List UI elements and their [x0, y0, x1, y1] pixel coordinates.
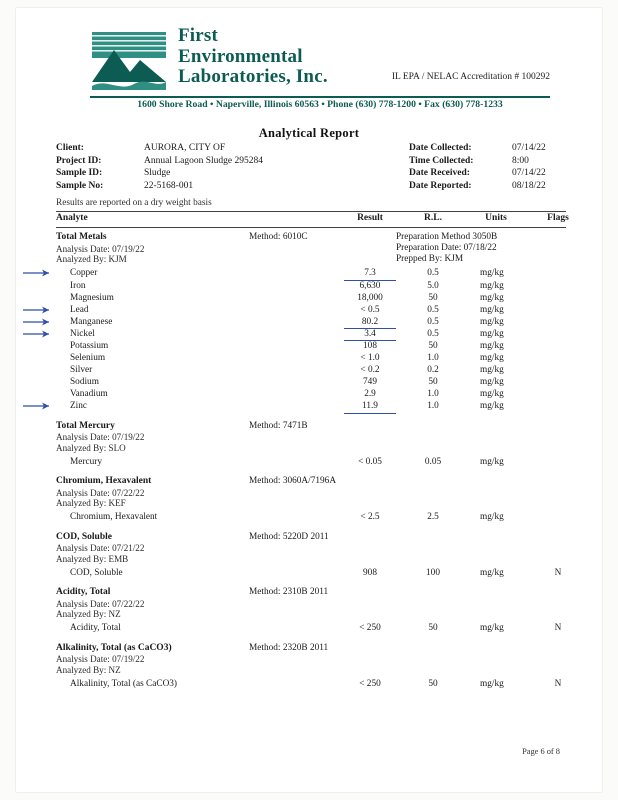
units-value: mg/kg: [480, 678, 504, 689]
reporting-limit-value: 0.5: [427, 268, 439, 279]
header-divider: [90, 96, 550, 98]
units-value: mg/kg: [480, 456, 504, 467]
units-value: mg/kg: [480, 365, 504, 376]
company-logo-icon: [90, 30, 168, 92]
group-title: Total Metals: [56, 232, 107, 242]
units-value: mg/kg: [480, 389, 504, 400]
client-label: Client:: [56, 143, 84, 153]
result-value: 80.2: [344, 316, 396, 329]
column-header-result: Result: [357, 213, 383, 223]
result-value: < 0.05: [358, 456, 382, 467]
analyte-name: Nickel: [70, 328, 95, 339]
table-row: [56, 622, 566, 634]
units-value: mg/kg: [480, 567, 504, 578]
reporting-limit-value: 50: [428, 678, 438, 689]
column-header-flags: Flags: [547, 213, 569, 223]
units-value: mg/kg: [480, 292, 504, 303]
preparation-date: Preparation Date: 07/18/22: [396, 243, 497, 254]
reporting-limit-value: 1.0: [427, 401, 439, 412]
dry-weight-basis-note: Results are reported on a dry weight basis: [56, 198, 212, 208]
reporting-limit-value: 0.5: [427, 316, 439, 327]
letterhead: [90, 26, 550, 108]
table-row: [56, 304, 566, 316]
group-title: Acidity, Total: [56, 587, 111, 598]
annotation-arrow-icon: [22, 304, 56, 316]
units-value: mg/kg: [480, 304, 504, 315]
analyte-name: Chromium, Hexavalent: [70, 512, 158, 523]
group-spacer: [56, 468, 566, 476]
method-label: Method: 3060A/7196A: [249, 476, 337, 487]
date-received-value: 07/14/22: [512, 168, 546, 179]
company-name-line1: First: [178, 25, 219, 46]
reporting-limit-value: 50: [428, 340, 438, 351]
analyte-name: Silver: [70, 365, 93, 376]
result-value: 108: [363, 340, 377, 351]
units-value: mg/kg: [480, 377, 504, 388]
table-row: [56, 280, 566, 292]
company-name: [178, 26, 328, 88]
analysis-group: [56, 532, 566, 580]
table-row: [56, 567, 566, 579]
analysis-group: [56, 421, 566, 469]
table-top-rule: [56, 211, 566, 212]
analyte-name: Alkalinity, Total (as CaCO3): [70, 678, 178, 689]
table-row: [56, 352, 566, 364]
group-spacer: [56, 635, 566, 643]
analyte-name: Lead: [70, 304, 89, 315]
analysis-date: Analysis Date: 07/22/22: [56, 598, 145, 609]
results-table-body: [56, 232, 566, 698]
result-value: 7.3: [344, 267, 396, 280]
analysis-group: [56, 476, 566, 524]
analyzed-by: Analyzed By: KJM: [56, 254, 127, 264]
analyzed-by: Analyzed By: EMB: [56, 553, 129, 564]
units-value: mg/kg: [480, 316, 504, 327]
metadata-row: [56, 143, 566, 156]
result-value: < 0.2: [360, 365, 380, 376]
project-id-label: Project ID:: [56, 155, 102, 166]
group-title: Total Mercury: [56, 420, 115, 431]
project-id-value: Annual Lagoon Sludge 295284: [144, 155, 264, 166]
table-row: [56, 340, 566, 352]
group-spacer: [56, 524, 566, 532]
group-spacer: [56, 690, 566, 698]
reporting-limit-value: 2.5: [427, 512, 439, 523]
units-value: mg/kg: [480, 328, 504, 339]
table-row: [56, 400, 566, 412]
units-value: mg/kg: [480, 512, 504, 523]
page-number: Page 6 of 8: [522, 747, 560, 756]
reporting-limit-value: 1.0: [427, 389, 439, 400]
date-reported-label: Date Reported:: [409, 180, 472, 191]
annotation-arrow-icon: [22, 328, 56, 340]
analyte-name: Zinc: [70, 401, 88, 412]
sample-metadata: [56, 143, 566, 193]
analyte-name: Potassium: [70, 340, 109, 351]
units-value: mg/kg: [480, 401, 504, 412]
group-title: COD, Soluble: [56, 531, 112, 542]
analyte-name: Selenium: [70, 353, 106, 364]
accreditation-text: IL EPA / NELAC Accreditation # 100292: [391, 72, 550, 82]
preparation-block: [396, 232, 497, 265]
date-collected-value: 07/14/22: [512, 143, 546, 153]
flag-value: N: [554, 623, 562, 634]
units-value: mg/kg: [480, 268, 504, 279]
client-value: AURORA, CITY OF: [144, 143, 226, 153]
method-label: Method: 2310B 2011: [249, 587, 329, 598]
units-value: mg/kg: [480, 280, 504, 291]
annotation-arrow-icon: [22, 316, 56, 328]
sample-no-label: Sample No:: [56, 180, 104, 191]
analysis-date: Analysis Date: 07/21/22: [56, 543, 145, 554]
analysis-group: [56, 232, 566, 413]
metadata-row: [56, 168, 566, 181]
table-row: [56, 456, 566, 468]
page-title: Analytical Report: [258, 126, 360, 140]
analyte-name: Iron: [70, 280, 86, 291]
report-sheet: [16, 8, 602, 792]
table-row: [56, 267, 566, 279]
result-value: 2.9: [364, 389, 376, 400]
reporting-limit-value: 0.05: [424, 456, 442, 467]
method-label: Method: 5220D 2011: [249, 531, 329, 542]
flag-value: N: [554, 567, 562, 578]
result-value: < 250: [359, 623, 381, 634]
reporting-limit-value: 50: [428, 623, 438, 634]
preparation-method: Preparation Method 3050B: [396, 232, 498, 242]
analyzed-by: Analyzed By: SLO: [56, 442, 126, 453]
flag-value: N: [554, 678, 562, 689]
table-row: [56, 376, 566, 388]
result-value: 11.9: [344, 400, 396, 413]
table-row: [56, 678, 566, 690]
result-value: < 2.5: [360, 512, 380, 523]
method-label: Method: 6010C: [249, 232, 308, 242]
analysis-date: Analysis Date: 07/22/22: [56, 487, 145, 498]
reporting-limit-value: 0.5: [427, 328, 439, 339]
date-collected-label: Date Collected:: [409, 143, 472, 153]
table-row: [56, 316, 566, 328]
result-value: 3.4: [344, 328, 396, 341]
date-reported-value: 08/18/22: [512, 180, 546, 191]
analyte-name: COD, Soluble: [70, 567, 123, 578]
table-row: [56, 328, 566, 340]
analyte-name: Vanadium: [70, 389, 108, 400]
sample-id-label: Sample ID:: [56, 168, 103, 179]
analysis-group: [56, 587, 566, 635]
result-value: 18,000: [357, 292, 383, 303]
annotation-arrow-icon: [22, 267, 56, 279]
group-title: Alkalinity, Total (as CaCO3): [56, 642, 172, 653]
reporting-limit-value: 50: [428, 377, 438, 388]
analyzed-by: Analyzed By: KEF: [56, 498, 126, 509]
method-label: Method: 7471B: [249, 420, 308, 431]
metadata-row: [56, 181, 566, 194]
reporting-limit-value: 1.0: [427, 353, 439, 364]
group-spacer: [56, 579, 566, 587]
reporting-limit-value: 0.5: [427, 304, 439, 315]
analyte-name: Sodium: [70, 377, 99, 388]
company-address: 1600 Shore Road • Naperville, Illinois 60563 • Phone (630) 778-1200 • Fax (630) 778-1233: [137, 99, 503, 110]
company-name-line3: Laboratories, Inc.: [178, 66, 328, 88]
analyte-name: Magnesium: [70, 292, 114, 303]
sample-no-value: 22-5168-001: [144, 180, 194, 191]
column-header-analyte: Analyte: [56, 213, 88, 223]
analysis-date: Analysis Date: 07/19/22: [56, 654, 145, 665]
result-value: 6,630: [359, 280, 381, 291]
prepped-by: Prepped By: KJM: [396, 254, 464, 265]
table-header-rule: [56, 227, 566, 228]
analyzed-by: Analyzed By: NZ: [56, 664, 121, 675]
table-header-row: [56, 213, 569, 226]
analyte-name: Acidity, Total: [70, 623, 121, 634]
company-name-line2: Environmental: [178, 45, 303, 67]
result-value: < 0.5: [360, 304, 380, 315]
result-value: < 1.0: [360, 353, 380, 364]
reporting-limit-value: 5.0: [427, 280, 439, 291]
time-collected-label: Time Collected:: [409, 155, 474, 166]
units-value: mg/kg: [480, 353, 504, 364]
table-row: [56, 511, 566, 523]
reporting-limit-value: 0.2: [427, 365, 439, 376]
result-value: 749: [363, 377, 377, 388]
method-label: Method: 2320B 2011: [249, 642, 329, 653]
date-received-label: Date Received:: [409, 168, 470, 179]
reporting-limit-value: 100: [426, 567, 440, 578]
analysis-group: [56, 643, 566, 691]
analysis-date: Analysis Date: 07/19/22: [56, 243, 145, 254]
column-header-rl: R.L.: [424, 213, 442, 223]
annotation-arrow-icon: [22, 400, 56, 412]
column-header-units: Units: [485, 213, 507, 223]
time-collected-value: 8:00: [512, 155, 529, 166]
table-row: [56, 364, 566, 376]
reporting-limit-value: 50: [428, 292, 438, 303]
analyte-name: Copper: [70, 268, 98, 279]
result-value: 908: [363, 567, 377, 578]
units-value: mg/kg: [480, 623, 504, 634]
table-row: [56, 292, 566, 304]
result-value: < 250: [359, 678, 381, 689]
sample-id-value: Sludge: [144, 168, 171, 179]
metadata-row: [56, 156, 566, 169]
table-row: [56, 388, 566, 400]
group-title: Chromium, Hexavalent: [56, 476, 152, 487]
group-spacer: [56, 413, 566, 421]
analyte-name: Mercury: [70, 456, 103, 467]
units-value: mg/kg: [480, 340, 504, 351]
analysis-date: Analysis Date: 07/19/22: [56, 432, 145, 443]
analyzed-by: Analyzed By: NZ: [56, 609, 121, 620]
analyte-name: Manganese: [70, 316, 113, 327]
